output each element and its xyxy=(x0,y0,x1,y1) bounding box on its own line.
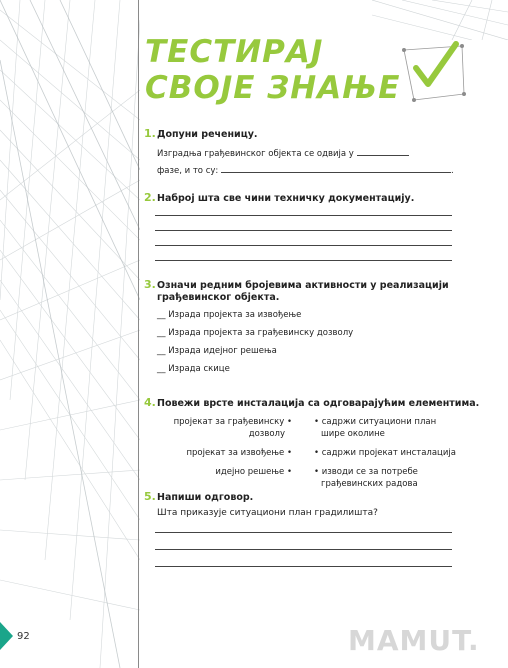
question-1-line-2-text: фазе, и то су: xyxy=(157,166,219,176)
match-right-item-1-line-1: • садржи ситуациони план xyxy=(314,417,437,427)
question-5-answer-line-2[interactable] xyxy=(155,549,452,550)
question-1-number: 1. xyxy=(144,127,156,140)
question-1-line-1-text: Изградња грађевинског објекта се одвија у xyxy=(157,149,354,159)
question-1-line-1 xyxy=(157,147,409,160)
match-left-item-2-line-1: пројекат за извођење • xyxy=(186,448,292,458)
question-1-prompt: Допуни реченицу. xyxy=(157,129,258,140)
question-3-prompt-line-2: грађевинског објекта. xyxy=(157,292,280,303)
match-right-item-1[interactable] xyxy=(314,416,436,440)
question-3-number: 3. xyxy=(144,278,156,291)
match-right-item-1-line-2: шире околине xyxy=(321,429,385,439)
page-number: 92 xyxy=(17,631,30,642)
question-1-line-2 xyxy=(157,164,454,177)
match-left-item-3-line-1: идејно решење • xyxy=(215,467,292,477)
title-line-2: СВОЈЕ ЗНАЊЕ xyxy=(145,70,401,106)
question-5-answer-line-1[interactable] xyxy=(155,532,452,533)
vertical-divider xyxy=(138,0,139,668)
question-3-item-2[interactable]: __ Израда пројекта за грађевинску дозволу xyxy=(157,328,354,338)
question-5-number: 5. xyxy=(144,490,156,503)
match-right-item-2-line-1: • садржи пројекат инсталација xyxy=(314,448,456,458)
question-2-answer-line-4[interactable] xyxy=(155,260,452,261)
match-left-item-1-line-2: дозволу xyxy=(248,429,285,439)
question-2-prompt: Наброј шта све чини техничку документацију. xyxy=(157,193,415,204)
question-1-blank-1[interactable] xyxy=(357,147,409,156)
match-right-item-3[interactable] xyxy=(314,466,418,490)
title-line-1: ТЕСТИРАЈ xyxy=(145,34,324,70)
match-left-item-3[interactable] xyxy=(157,466,292,478)
question-4-number: 4. xyxy=(144,396,156,409)
question-4-prompt: Повежи врсте инсталација са одговарајућим елементима. xyxy=(157,398,480,409)
match-left-item-1-line-1: пројекат за грађевинску • xyxy=(173,417,292,427)
question-5-question: Шта приказује ситуациони план градилишта? xyxy=(157,508,378,518)
question-1-line-2-end: . xyxy=(450,166,454,176)
question-2-number: 2. xyxy=(144,191,156,204)
question-1-blank-2[interactable] xyxy=(221,164,451,173)
match-left-item-2[interactable] xyxy=(157,447,292,459)
match-right-item-3-line-2: грађевинских радова xyxy=(321,479,418,489)
question-2-answer-line-1[interactable] xyxy=(155,215,452,216)
question-3-item-4[interactable]: __ Израда скице xyxy=(157,364,230,374)
question-5-answer-line-3[interactable] xyxy=(155,566,452,567)
match-left-item-1[interactable] xyxy=(157,416,292,440)
match-right-item-2[interactable] xyxy=(314,447,456,459)
match-right-item-3-line-1: • изводи се за потребе xyxy=(314,467,418,477)
question-2-answer-line-3[interactable] xyxy=(155,245,452,246)
architectural-grid-art xyxy=(0,0,140,668)
question-3-item-1[interactable]: __ Израда пројекта за извођење xyxy=(157,310,302,320)
question-5-prompt: Напиши одговор. xyxy=(157,492,254,503)
question-2-answer-line-2[interactable] xyxy=(155,230,452,231)
watermark-logo: MAMUT. xyxy=(348,624,480,657)
checkmark-box-icon xyxy=(398,40,470,106)
question-3-item-3[interactable]: __ Израда идејног решења xyxy=(157,346,277,356)
question-3-prompt-line-1: Означи редним бројевима активности у реализацији xyxy=(157,280,449,291)
page-tab-marker xyxy=(0,622,13,650)
page-title xyxy=(145,34,400,106)
